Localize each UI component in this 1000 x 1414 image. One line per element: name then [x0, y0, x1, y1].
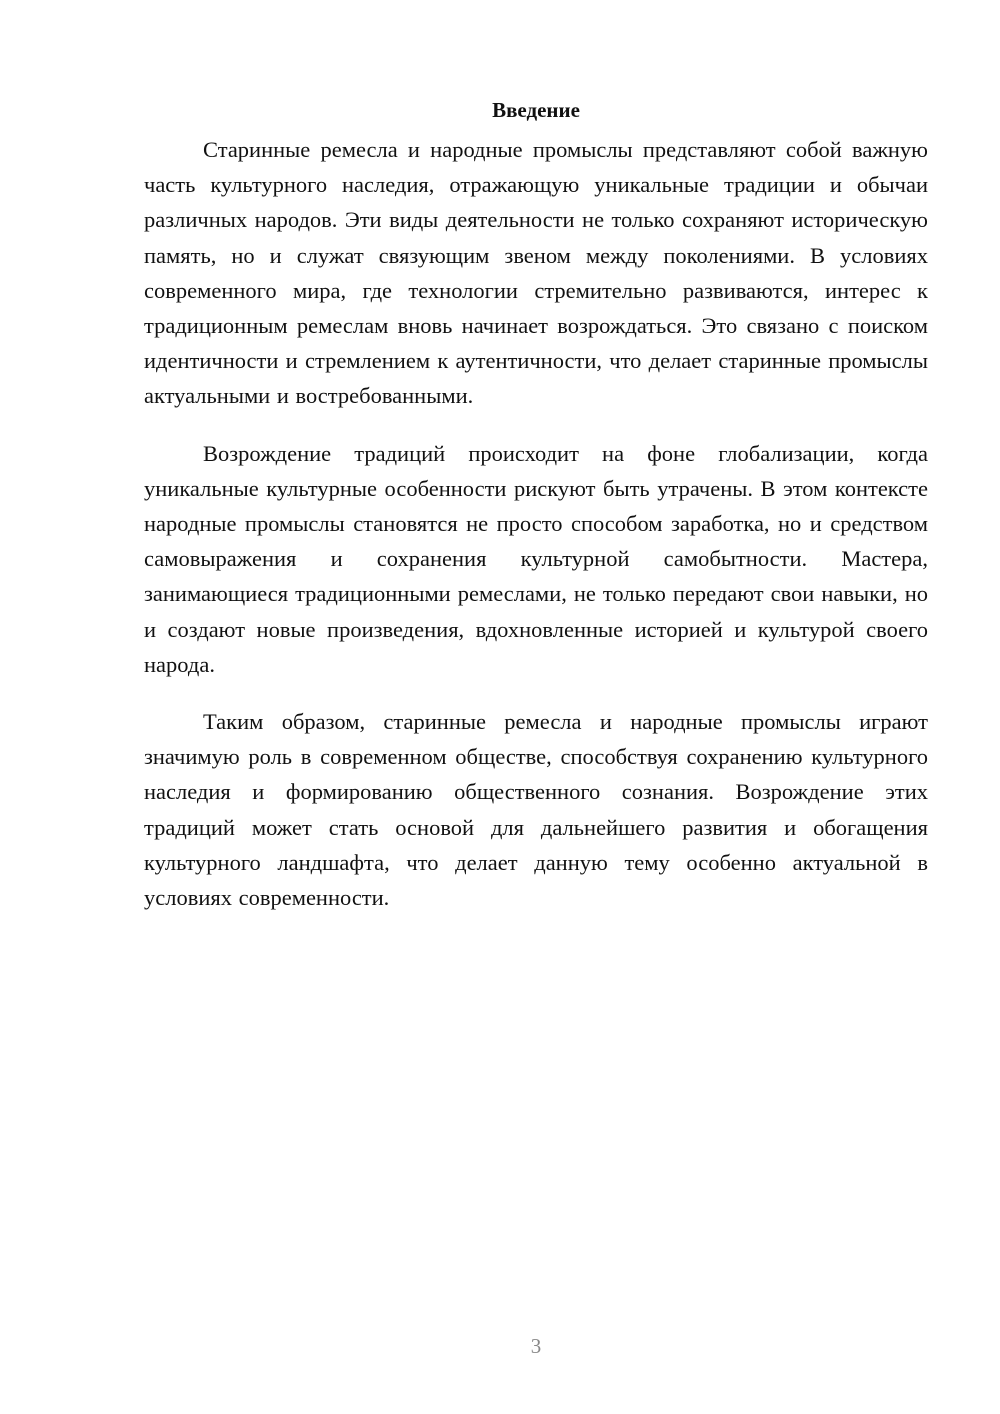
- section-title: Введение: [492, 98, 580, 122]
- page-number: 3: [530, 1334, 542, 1358]
- paragraph-3: Таким образом, старинные ремесла и народные промыслы играют значимую роль в современном обществе, способствуя сохранению культурного наследия и формированию общественного сознания. Возрождение этих традиций может стать основой для дальнейшего развития и обогащения культурного ландшафта, что делает данную тему особенно актуальной в условиях современности.: [144, 709, 928, 911]
- paragraph-2: Возрождение традиций происходит на фоне глобализации, когда уникальные культурные особенности рискуют быть утрачены. В этом контексте народные промыслы становятся не просто способом заработка, но и средством самовыражения и сохранения культурной самобытности. Мастера, занимающиеся традиционными ремеслами, не только передают свои навыки, но и создают новые произведения, вдохновленные историей и культурой своего народа.: [144, 440, 928, 677]
- paragraph-1: Старинные ремесла и народные промыслы представляют собой важную часть культурного наследия, отражающую уникальные традиции и обычаи различных народов. Эти виды деятельности не только сохраняют историческую память, но и служат связующим звеном между поколениями. В условиях современного мира, где технологии стремительно развиваются, интерес к традиционным ремеслам вновь начинает возрождаться. Это связано с поиском идентичности и стремлением к аутентичности, что делает старинные промыслы актуальными и востребованными.: [144, 137, 928, 409]
- document-body: [144, 96, 928, 937]
